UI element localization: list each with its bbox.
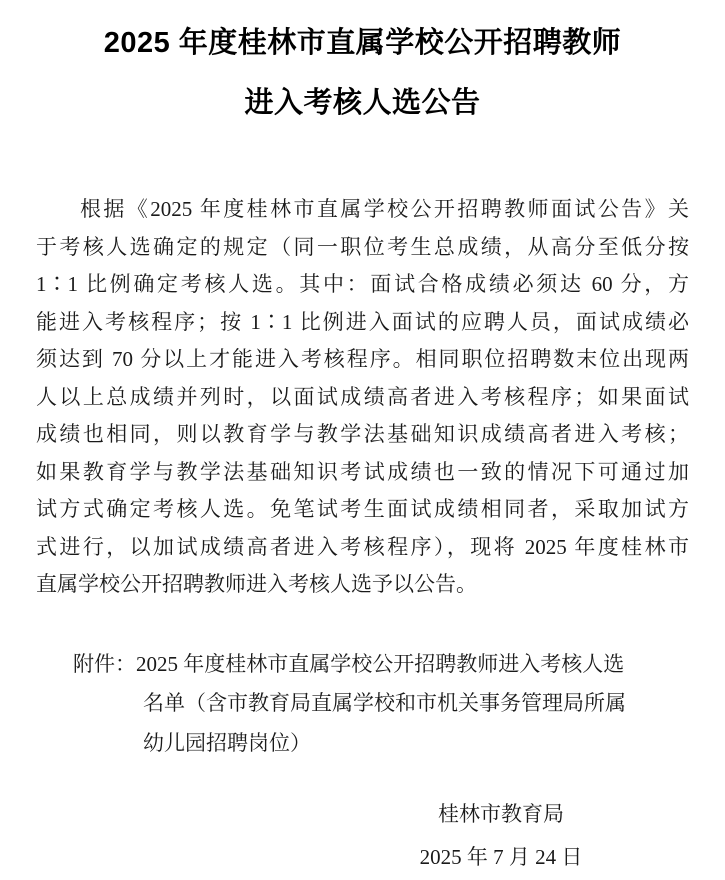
attachment-label: 附件：: [73, 651, 136, 676]
body-line: 于考核人选确定的规定（同一职位考生总成绩，从高分至低分按: [36, 234, 689, 259]
signature-block: [395, 793, 607, 879]
signature-date: 2025 年 7 月 24 日: [419, 845, 583, 869]
attachment-line: 幼儿园招聘岗位）: [143, 730, 311, 755]
body-line: 成绩也相同，则以教育学与教学法基础知识成绩高者进入考核；: [36, 422, 689, 446]
body-paragraph: [36, 191, 689, 604]
body-line: 式进行，以加试成绩高者进入考核程序），现将 2025 年度桂林市: [36, 534, 689, 559]
attachment-line: 名单（含市教育局直属学校和市机关事务管理局所属: [143, 691, 626, 715]
body-line: 试方式确定考核人选。免笔试考生面试成绩相同者，采取加试方: [36, 497, 689, 521]
attachment-section: [73, 645, 689, 764]
body-line: 能进入考核程序；按 1∶1 比例进入面试的应聘人员，面试成绩必: [36, 309, 689, 334]
document-title-line-1: 2025 年度桂林市直属学校公开招聘教师: [103, 27, 622, 59]
body-line: 根据《2025 年度桂林市直属学校公开招聘教师面试公告》关: [80, 197, 689, 221]
body-line: 如果教育学与教学法基础知识考试成绩也一致的情况下可通过加: [36, 459, 689, 484]
body-line: 须达到 70 分以上才能进入考核程序。相同职位招聘数末位出现两: [36, 347, 689, 371]
document-title: [0, 0, 725, 133]
document-title-line-2: 进入考核人选公告: [244, 87, 481, 119]
signature-issuer: 桂林市教育局: [438, 802, 564, 826]
attachment-title-part-1: 2025 年度桂林市直属学校公开招聘教师进入考核人选: [136, 651, 625, 676]
body-line: 1∶1 比例确定考核人选。其中：面试合格成绩必须达 60 分，方: [36, 272, 689, 296]
attachment-line: [73, 645, 689, 685]
body-line: 人以上总成绩并列时，以面试成绩高者进入考核程序；如果面试: [36, 384, 689, 409]
body-line: 直属学校公开招聘教师进入考核人选予以公告。: [36, 572, 477, 596]
